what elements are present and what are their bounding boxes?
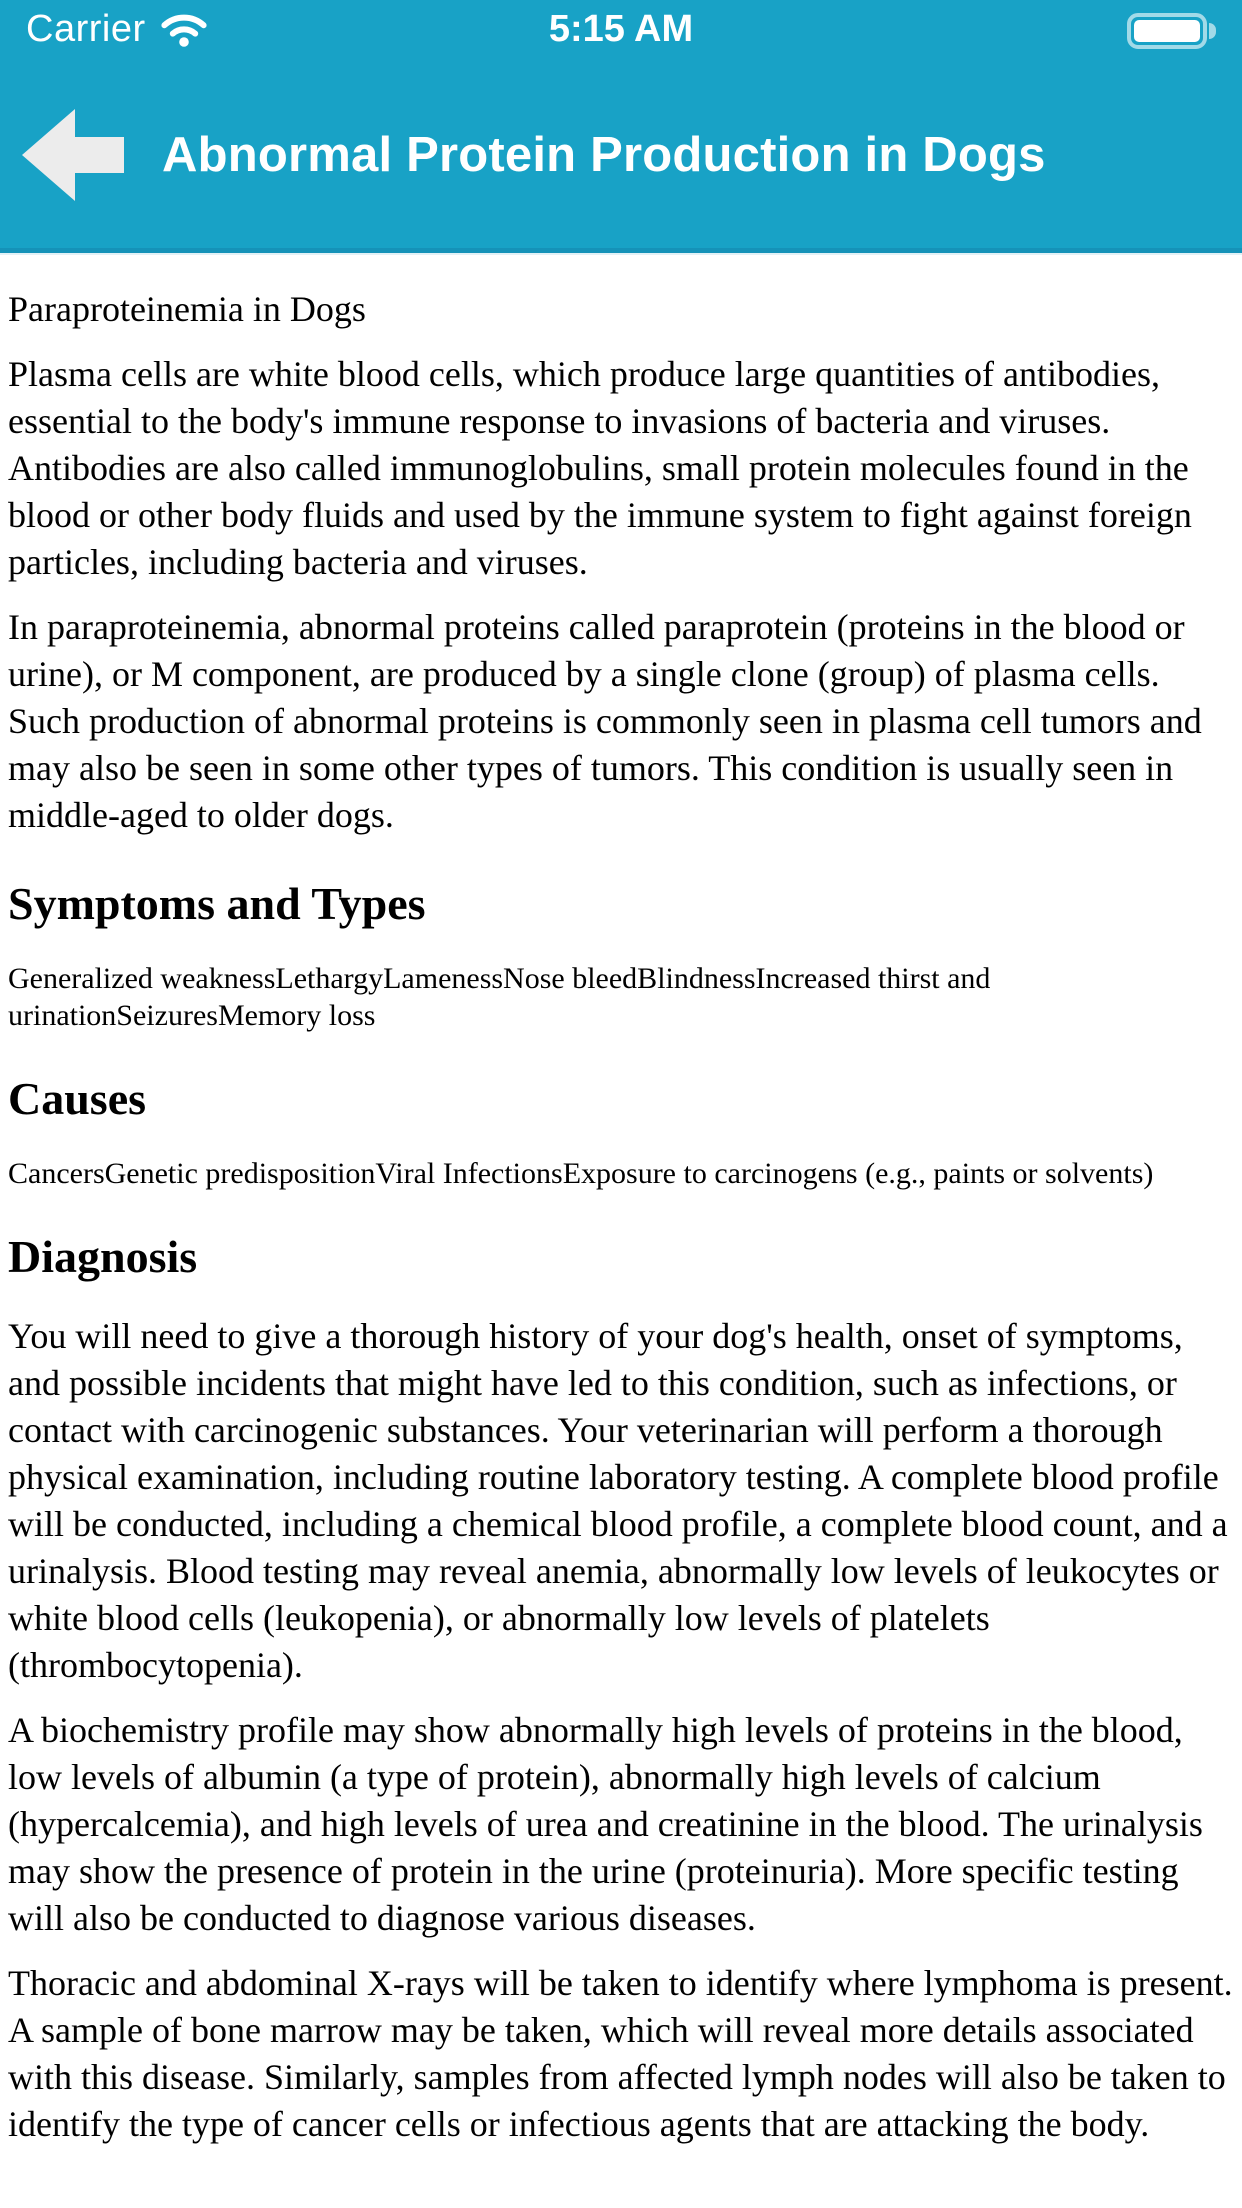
article-subtitle: Paraproteinemia in Dogs — [8, 289, 366, 329]
diagnosis-paragraph-3: Thoracic and abdominal X-rays will be taken to identify where lymphoma is present. A sample of bone marrow may be taken, which will reveal more details associated with this disease. Similarly, samples from affected lymph nodes will also be taken to identify the type of cancer cells or infectious agents that are attacking the body. — [8, 1963, 1233, 2144]
heading-diagnosis: Diagnosis — [8, 1231, 198, 1282]
carrier-label: Carrier — [26, 8, 146, 50]
diagnosis-paragraph-1: You will need to give a thorough history of your dog's health, onset of symptoms, and possible incidents that might have led to this condition, such as infections, or contact with carcinogenic substances. Your veterinarian will perform a thorough physical examination, including routine laboratory testing. A complete blood profile will be conducted, including a chemical blood profile, a complete blood count, and a urinalysis. Blood testing may reveal anemia, abnormally low levels of leukocytes or white blood cells (leukopenia), or abnormally low levels of platelets (thrombocytopenia). — [8, 1316, 1228, 1685]
back-button[interactable] — [22, 109, 124, 201]
heading-symptoms-and-types: Symptoms and Types — [8, 878, 426, 929]
battery-icon — [1127, 13, 1216, 49]
causes-list: CancersGenetic predispositionViral InfectionsExposure to carcinogens (e.g., paints or solvents) — [8, 1157, 1154, 1190]
article-content[interactable] — [0, 253, 1242, 2148]
nav-bar — [0, 62, 1242, 248]
page-title: Abnormal Protein Production in Dogs — [162, 128, 1046, 182]
back-arrow-icon — [22, 109, 124, 201]
status-time: 5:15 AM — [548, 8, 694, 50]
app-header — [0, 0, 1242, 253]
diagnosis-paragraph-2: A biochemistry profile may show abnormally high levels of proteins in the blood, low levels of albumin (a type of protein), abnormally high levels of calcium (hypercalcemia), and high levels of urea and creatinine in the blood. The urinalysis may show the presence of protein in the urine (proteinuria). More specific testing will also be conducted to diagnose various diseases. — [8, 1710, 1203, 1938]
status-bar — [0, 0, 1242, 62]
intro-paragraph-2: In paraproteinemia, abnormal proteins called paraprotein (proteins in the blood or urine), or M component, are produced by a single clone (group) of plasma cells. Such production of abnormal proteins is commonly seen in plasma cell tumors and may also be seen in some other types of tumors. This condition is usually seen in middle-aged to older dogs. — [8, 607, 1202, 835]
heading-causes: Causes — [8, 1073, 147, 1124]
intro-paragraph-1: Plasma cells are white blood cells, which produce large quantities of antibodies, essential to the body's immune response to invasions of bacteria and viruses. Antibodies are also called immunoglobulins, small protein molecules found in the blood or other body fluids and used by the immune system to fight against foreign particles, including bacteria and viruses. — [8, 354, 1192, 582]
symptoms-list: Generalized weaknessLethargyLamenessNose bleedBlindnessIncreased thirst and urinationSeizuresMemory loss — [8, 962, 991, 1032]
